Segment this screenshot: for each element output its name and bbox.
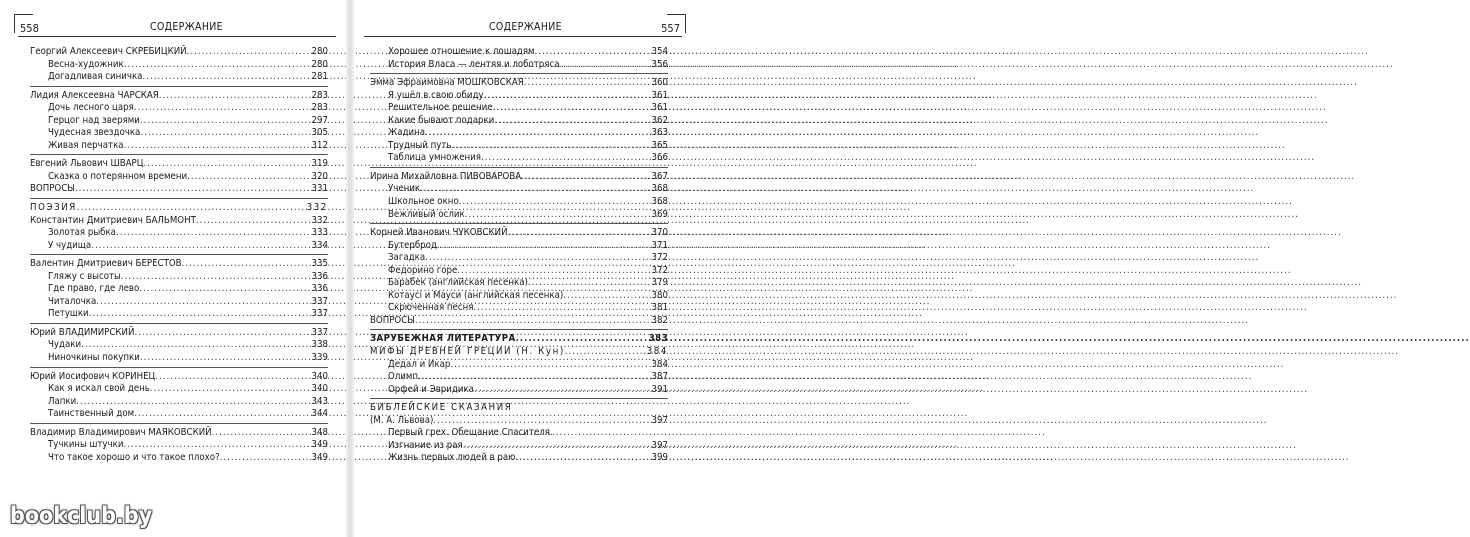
entry-title: Котаусі и Мауси (английская песенка) (388, 289, 564, 301)
entry-title: Школьное окно (388, 196, 459, 208)
dot-leader (155, 371, 310, 384)
entry-title: Решительное решение (388, 102, 493, 114)
entry-title: Герцог над зверями (48, 114, 140, 126)
dot-leader (212, 427, 311, 440)
toc-work-entry (370, 252, 668, 265)
toc-work-entry (370, 90, 668, 103)
toc-work-entry (30, 59, 328, 72)
toc-author-entry (370, 171, 668, 184)
header-rule (364, 36, 682, 37)
entry-title: Живая перчатка (48, 139, 124, 151)
toc-work-entry (30, 283, 328, 296)
toc-work-entry (30, 296, 328, 309)
entry-page-number: 348 (311, 426, 328, 438)
entry-page-number: 305 (311, 127, 328, 139)
dot-leader (463, 440, 651, 453)
entry-page-number: 360 (651, 77, 668, 89)
entry-page-number: 380 (651, 289, 668, 301)
dot-leader (140, 352, 311, 365)
entry-title: Я ушёл в свою обиду (388, 89, 484, 101)
entry-page-number: 283 (311, 102, 328, 114)
entry-page-number: 382 (651, 314, 668, 326)
toc-work-entry (30, 115, 328, 128)
dot-leader (96, 296, 310, 309)
entry-title: Таинственный дом (48, 408, 135, 420)
dot-leader (494, 115, 650, 128)
entry-page-number: 365 (651, 139, 668, 151)
entry-title: Владимир Владимирович МАЯКОВСКИЙ (30, 426, 212, 438)
dot-leader (116, 227, 311, 240)
dot-leader (150, 383, 311, 396)
toc-work-entry (370, 152, 668, 165)
dot-leader (81, 339, 310, 352)
entry-page-number: 337 (311, 308, 328, 320)
entry-page-number: 280 (311, 46, 328, 57)
dot-leader (75, 183, 311, 196)
entry-title: Дочь лесного царя (48, 102, 134, 114)
entry-title: Золотая рыбка (48, 227, 116, 239)
entry-page-number: 340 (311, 383, 328, 395)
toc-author-entry (30, 215, 328, 228)
entry-page-number: 319 (311, 158, 328, 170)
dot-leader (89, 308, 311, 321)
toc-work-entry (370, 196, 668, 209)
entry-page-number: 332 (311, 214, 328, 226)
entry-page-number: 361 (651, 102, 668, 114)
entry-title: (М. А. Львова) (370, 414, 434, 426)
dot-leader (425, 252, 650, 265)
dot-leader (521, 171, 650, 184)
dot-leader (452, 140, 651, 153)
entry-page-number: 336 (311, 283, 328, 295)
dot-leader (124, 59, 311, 72)
toc-work-entry (370, 452, 668, 465)
entry-title: Изгнание из рая (388, 439, 463, 451)
dot-leader (159, 90, 311, 103)
entry-page-number: 367 (651, 170, 668, 182)
entry-page-number: 334 (311, 239, 328, 251)
dot-leader (139, 283, 310, 296)
dot-leader (142, 71, 310, 84)
header-rule (18, 36, 336, 37)
toc-author-entry (30, 258, 328, 271)
entry-divider (370, 223, 668, 224)
toc-work-entry (370, 359, 668, 372)
running-title: СОДЕРЖАНИЕ (489, 21, 562, 33)
entry-page-number: 399 (651, 452, 668, 464)
entry-title: Чудаки (48, 339, 82, 351)
toc-section-entry (30, 202, 328, 215)
dot-leader (524, 77, 651, 90)
toc-list (370, 46, 668, 465)
entry-page-number: 397 (651, 414, 668, 426)
entry-page-number: 280 (311, 58, 328, 70)
entry-divider (30, 154, 328, 155)
dot-leader (77, 202, 306, 215)
dot-leader (134, 327, 310, 340)
dot-leader (76, 396, 310, 409)
toc-work-entry (30, 227, 328, 240)
entry-title: Ирина Михайловна ПИВОВАРОВА (370, 170, 522, 182)
entry-title: МИФЫ ДРЕВНЕЙ ГРЕЦИИ (Н. Кун) (370, 346, 565, 358)
dot-leader (124, 140, 311, 153)
toc-work-entry (370, 127, 668, 140)
entry-title: Георгий Алексеевич СКРЕБИЦКИЙ (30, 46, 187, 57)
entry-title: Первый грех. Обещание Спасителя. (388, 427, 553, 439)
entry-title: Ученик (388, 183, 421, 195)
entry-page-number: 332 (306, 202, 328, 214)
entry-title: Вежливый ослик (388, 208, 465, 220)
toc-work-entry (370, 265, 668, 278)
entry-title: Догадливая синичка (48, 71, 143, 83)
toc-work-entry (30, 308, 328, 321)
toc-author-entry (370, 415, 668, 428)
toc-work-entry (370, 440, 668, 453)
entry-page-number: 384 (651, 358, 668, 370)
entry-title: Корней Иванович ЧУКОВСКИЙ (370, 227, 508, 239)
running-title: СОДЕРЖАНИЕ (150, 21, 223, 33)
entry-page-number: 368 (651, 183, 668, 195)
entry-title: Юрий Иосифович КОРИНЕЦ (30, 370, 156, 382)
entry-divider (370, 329, 668, 330)
entry-title: Весна-художник (48, 58, 124, 70)
entry-page-number: 283 (311, 89, 328, 101)
entry-page-number: 343 (311, 395, 328, 407)
entry-divider (30, 323, 328, 324)
toc-work-entry (30, 352, 328, 365)
toc-work-entry (30, 102, 328, 115)
entry-page-number: 335 (311, 258, 328, 270)
toc-work-entry (370, 302, 668, 315)
entry-title: Эмма Эфраимовна МОШКОВСКАЯ (370, 77, 524, 89)
entry-title: Загадка (388, 252, 426, 264)
toc-work-entry (370, 209, 668, 222)
entry-title: ПОЭЗИЯ (30, 202, 77, 214)
dot-leader (450, 359, 650, 372)
entry-page-number: 379 (651, 277, 668, 289)
entry-page-number: 361 (651, 89, 668, 101)
entry-page-number: 387 (651, 371, 668, 383)
dot-leader (187, 171, 310, 184)
dot-leader (134, 408, 310, 421)
toc-work-entry (370, 240, 668, 253)
toc-work-entry (370, 59, 668, 72)
entry-page-number: 281 (311, 71, 328, 83)
toc-work-entry (30, 339, 328, 352)
entry-divider (370, 167, 668, 168)
dot-leader (560, 59, 651, 72)
entry-page-number: 354 (651, 46, 668, 57)
entry-title: ВОПРОСЫ (370, 314, 415, 326)
entry-page-number: 383 (648, 333, 668, 345)
entry-title: Трудный путь (388, 139, 452, 151)
dot-leader (473, 302, 650, 315)
entry-title: Евгений Львович ШВАРЦ (30, 158, 144, 170)
entry-title: Как я искал свой день (48, 383, 150, 395)
dot-leader (415, 315, 651, 328)
dot-leader (140, 115, 311, 128)
entry-title: Гляжу с высоты (48, 270, 121, 282)
toc-work-entry (370, 115, 668, 128)
entry-title: Жизнь первых людей в раю (388, 452, 516, 464)
entry-divider (30, 254, 328, 255)
dot-leader (457, 265, 650, 278)
entry-page-number: 384 (646, 346, 668, 358)
entry-title: Орфей и Эвридика (388, 383, 474, 395)
dot-leader (196, 215, 311, 228)
toc-author-entry (370, 227, 668, 240)
entry-title: Лапки (48, 395, 77, 407)
entry-page-number: 372 (651, 252, 668, 264)
toc-author-entry (30, 46, 328, 59)
dot-leader (508, 227, 651, 240)
toc-author-entry (30, 90, 328, 103)
toc-list (30, 46, 328, 464)
entry-title: Хорошее отношение к лошадям (388, 46, 535, 57)
dot-leader (515, 452, 650, 465)
entry-page-number: 370 (651, 227, 668, 239)
dot-leader (187, 46, 311, 59)
entry-divider (30, 367, 328, 368)
toc-section-entry (370, 402, 668, 415)
dot-leader (91, 240, 310, 253)
entry-title: Чудесная звездочка (48, 127, 141, 139)
entry-page-number: 363 (651, 127, 668, 139)
entry-divider (370, 398, 668, 399)
entry-title: Константин Дмитриевич БАЛЬМОНТ (30, 214, 196, 226)
dot-leader (140, 127, 310, 140)
dot-leader (565, 346, 646, 359)
entry-title: У чудища (48, 239, 92, 251)
toc-work-entry (370, 140, 668, 153)
dot-leader (516, 333, 648, 346)
entry-page-number: 397 (651, 439, 668, 451)
dot-leader (123, 439, 310, 452)
toc-work-entry (30, 396, 328, 409)
entry-title: Читалочка (48, 295, 97, 307)
entry-title: Юрий ВЛАДИМИРСКИЙ (30, 326, 135, 338)
entry-page-number: 349 (311, 439, 328, 451)
dot-leader (121, 271, 311, 284)
page-number: 557 (661, 22, 680, 35)
toc-work-entry (370, 277, 668, 290)
toc-work-entry (370, 384, 668, 397)
dot-leader (433, 415, 650, 428)
entry-title: Ниночкины покупки (48, 352, 140, 364)
dot-leader (474, 384, 651, 397)
entry-page-number: 338 (311, 339, 328, 351)
entry-page-number: 362 (651, 114, 668, 126)
toc-work-entry (30, 127, 328, 140)
dot-leader (563, 290, 650, 303)
dot-leader (459, 196, 651, 209)
entry-divider (30, 423, 328, 424)
dot-leader (220, 452, 311, 465)
entry-page-number: 333 (311, 227, 328, 239)
toc-work-entry (30, 452, 328, 465)
entry-page-number: 391 (651, 383, 668, 395)
entry-divider (30, 86, 328, 87)
entry-page-number: 356 (651, 58, 668, 70)
toc-section-entry (370, 333, 668, 346)
toc-work-entry (370, 183, 668, 196)
entry-title: Скрюченная песня (388, 302, 474, 314)
toc-work-entry (30, 171, 328, 184)
toc-author-entry (30, 327, 328, 340)
dot-leader (493, 102, 651, 115)
toc-work-entry (370, 371, 668, 384)
entry-page-number: 381 (651, 302, 668, 314)
right-page (352, 0, 700, 537)
entry-page-number: 366 (651, 152, 668, 164)
toc-work-entry (30, 383, 328, 396)
toc-work-entry (370, 46, 668, 59)
dot-leader (182, 258, 311, 271)
dot-leader (143, 158, 310, 171)
toc-section-entry (370, 346, 668, 359)
entry-page-number: 368 (651, 196, 668, 208)
toc-work-entry (30, 240, 328, 253)
entry-title: Какие бывают подарки (388, 114, 495, 126)
toc-author-entry (30, 158, 328, 171)
toc-work-entry (30, 71, 328, 84)
toc-work-entry (30, 271, 328, 284)
entry-title: Барабек (английская песенка) (388, 277, 528, 289)
entry-title: Федорино горе (388, 264, 458, 276)
dot-leader (535, 46, 651, 59)
toc-author-entry (30, 183, 328, 196)
entry-title: Лидия Алексеевна ЧАРСКАЯ (30, 89, 159, 101)
dot-leader (420, 183, 650, 196)
entry-title: БИБЛЕЙСКИЕ СКАЗАНИЯ (370, 402, 513, 414)
entry-title: Сказка о потерянном времени (48, 170, 188, 182)
dot-leader (465, 209, 651, 222)
dot-leader (528, 277, 651, 290)
entry-page-number: 339 (311, 352, 328, 364)
toc-work-entry (370, 427, 668, 440)
entry-page-number: 331 (311, 183, 328, 195)
toc-work-entry (30, 140, 328, 153)
entry-page-number: 297 (311, 114, 328, 126)
entry-title: Олимп (388, 371, 419, 383)
dot-leader (425, 127, 650, 140)
toc-author-entry (370, 315, 668, 328)
dot-leader (484, 90, 651, 103)
entry-title: ВОПРОСЫ (30, 183, 75, 195)
toc-author-entry (370, 77, 668, 90)
entry-page-number: 372 (651, 264, 668, 276)
entry-title: Жадина (388, 127, 426, 139)
entry-title: Таблица умножения (388, 152, 481, 164)
dot-leader (134, 102, 311, 115)
entry-page-number: 369 (651, 208, 668, 220)
left-page (0, 0, 348, 537)
toc-work-entry (30, 408, 328, 421)
entry-title: История Власа — лентяя и лоботряса (388, 58, 560, 70)
watermark: bookclub.by (10, 503, 153, 529)
entry-page-number: 337 (311, 295, 328, 307)
entry-page-number: 320 (311, 170, 328, 182)
entry-title: ЗАРУБЕЖНАЯ ЛИТЕРАТУРА (370, 333, 516, 345)
toc-work-entry (30, 439, 328, 452)
entry-divider (30, 198, 328, 199)
entry-title: Валентин Дмитриевич БЕРЕСТОВ (30, 258, 182, 270)
toc-author-entry (30, 371, 328, 384)
entry-title: Тучкины штучки (48, 439, 124, 451)
entry-page-number: 336 (311, 270, 328, 282)
toc-author-entry (30, 427, 328, 440)
dot-leader (418, 371, 650, 384)
page-number: 558 (20, 22, 39, 35)
entry-page-number: 340 (311, 370, 328, 382)
entry-title: Дедал и Икар (388, 358, 451, 370)
toc-work-entry (370, 102, 668, 115)
dot-leader (437, 240, 651, 253)
entry-page-number: 312 (311, 139, 328, 151)
entry-title: Петушки (48, 308, 89, 320)
entry-page-number: 349 (311, 451, 328, 463)
entry-title: Где право, где лево (48, 283, 140, 295)
entry-divider (370, 73, 668, 74)
toc-work-entry (370, 290, 668, 303)
entry-page-number: 337 (311, 326, 328, 338)
entry-page-number: 344 (311, 408, 328, 420)
entry-title: Что такое хорошо и что такое плохо? (48, 451, 220, 463)
dot-leader (481, 152, 651, 165)
entry-page-number: 371 (651, 239, 668, 251)
entry-title: Бутерброд (388, 239, 437, 251)
